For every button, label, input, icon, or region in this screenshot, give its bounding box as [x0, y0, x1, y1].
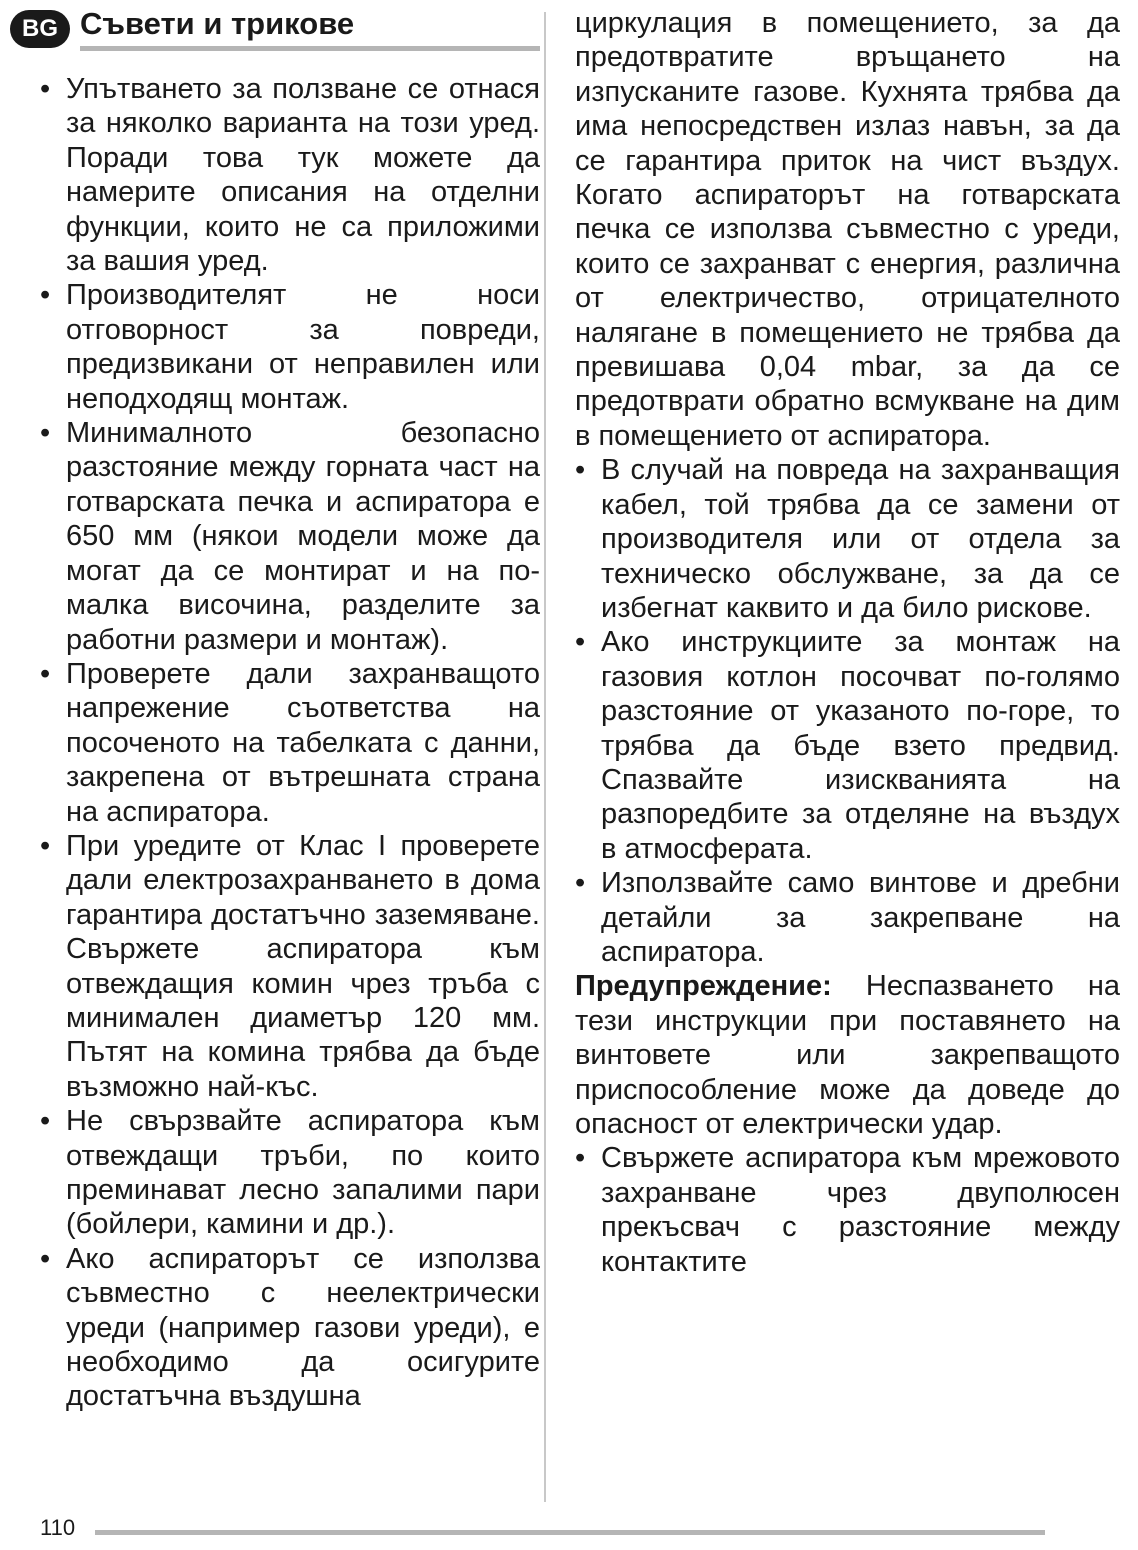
warning-paragraph — [575, 969, 1120, 1141]
list-item: • Проверете дали захранващото напрежение съответства на посоченото на табелката с данни, закрепена от вътрешната страна на аспиратора. — [40, 657, 540, 829]
left-column — [40, 72, 540, 1414]
continued-paragraph: циркулация в помещението, за да предотвратите връщането на изпусканите газове. Кухнята трябва да има непосредствен излаз навън, за да се гарантира приток на чист въздух. Когато аспираторът на готварската печка се използва съвместно с уреди, които се захранват с енергия, различна от електричество, отрицателното налягане в помещението не трябва да превишава 0,04 mbar, за да се предотврати обратно всмукване на дим в помещението от аспиратора. — [575, 7, 1120, 452]
list-item: • В случай на повреда на захранващия кабел, той трябва да се замени от производителя или от отдела за техническо обслужване, за да се избегнат каквито и да било рискове. — [575, 453, 1120, 625]
list-item: • Минималното безопасно разстояние между горната част на готварската печка и аспиратора е 650 мм (някои модели може да могат да се монтират и на по-малка височина, разделите за работни размери и монтаж). — [40, 416, 540, 657]
list-item: • Упътването за ползване се отнася за няколко варианта на този уред. Поради това тук можете да намерите описания на отделни функции, които не са приложими за вашия уред. — [40, 72, 540, 278]
warning-label: Предупреждение: — [575, 970, 832, 1003]
right-column — [575, 6, 1120, 1279]
column-divider — [544, 12, 546, 1502]
warning-text: Неспазването на тези инструкции при поставянето на винтовете или закрепващото приспособление може да доведе до опасност от електрически удар. — [575, 970, 1120, 1140]
list-item: • Ако инструкциите за монтаж на газовия котлон посочват по-голямо разстояние от указаното по-горе, то трябва да бъде взето предвид. Спазвайте изискванията на разпоредбите за отделяне на въздух в атмосферата. — [575, 625, 1120, 866]
list-item: • Производителят не носи отговорност за повреди, предизвикани от неправилен или неподходящ монтаж. — [40, 278, 540, 416]
page-title: Съвети и трикове — [80, 6, 355, 41]
list-item: • Свържете аспиратора към мрежовото захранване чрез двуполюсен прекъсвач с разстояние между контактите — [575, 1141, 1120, 1279]
list-item: • Използвайте само винтове и дребни детайли за закрепване на аспиратора. — [575, 866, 1120, 969]
page-number: 110 — [40, 1515, 76, 1540]
footer-rule — [95, 1530, 1045, 1535]
list-item: • При уредите от Клас I проверете дали електрозахранването в дома гарантира достатъчно заземяване. Свържете аспиратора към отвеждащия комин чрез тръба с минимален диаметър 120 мм. Пътят на комина трябва да бъде възможно най-къс. — [40, 829, 540, 1104]
language-badge: BG — [10, 10, 70, 48]
list-item: • Ако аспираторът се използва съвместно с неелектрически уреди (например газови уреди), е необходимо да осигурите достатъчна въздушна — [40, 1242, 540, 1414]
title-underline — [80, 46, 540, 51]
list-item: • Не свързвайте аспиратора към отвеждащи тръби, по които преминават лесно запалими пари (бойлери, камини и др.). — [40, 1104, 540, 1242]
